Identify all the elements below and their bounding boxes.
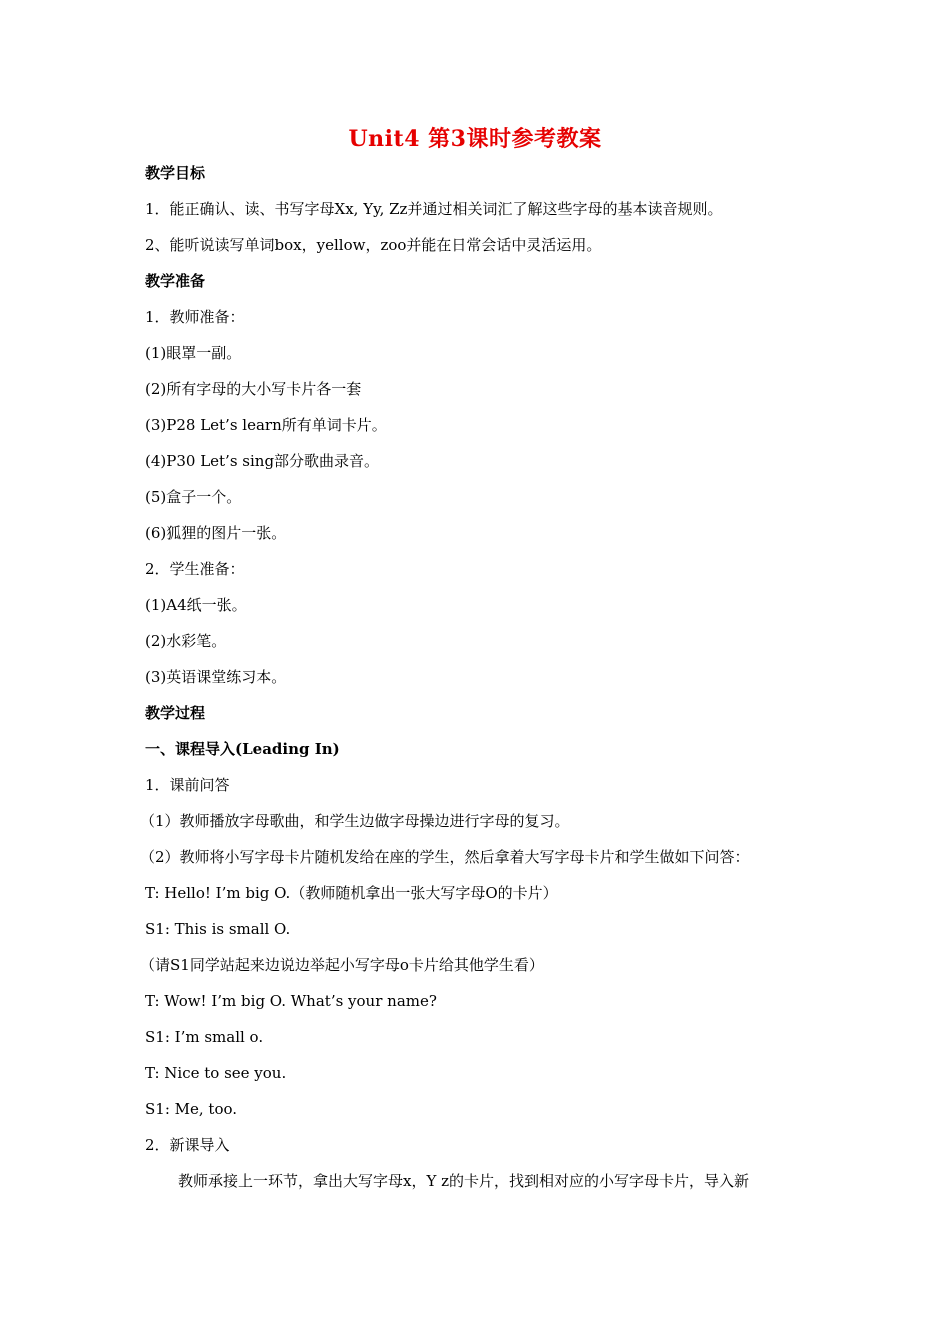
teacher-prep-item-5: (5)盒子一个。 [145,488,242,506]
dialogue-line: S1: This is small O. [145,920,291,938]
document-title: Unit4 第3课时参考教案 [348,126,602,152]
objective-1: 1．能正确认、读、书写字母Xx, Yy, Zz并通过相关词汇了解这些字母的基本读音规则。 [145,200,723,218]
student-prep-item-1: (1)A4纸一张。 [145,596,247,614]
dialogue-line: T: Hello! I’m big O.（教师随机拿出一张大写字母O的卡片） [145,884,558,902]
teacher-prep-item-6: (6)狐狸的图片一张。 [145,524,287,542]
heading-process: 教学过程 [145,704,206,722]
teacher-prep-item-4: (4)P30 Let’s sing部分歌曲录音。 [145,452,380,470]
step-1-item-1: （1）教师播放字母歌曲，和学生边做字母操边进行字母的复习。 [140,812,570,830]
heading-objectives: 教学目标 [145,164,206,182]
teacher-prep-label: 1．教师准备： [145,308,245,326]
dialogue-note: （请S1同学站起来边说边举起小写字母o卡片给其他学生看） [140,956,544,974]
step-1-label: 1．课前问答 [145,776,230,794]
dialogue-line: S1: I’m small o. [145,1028,264,1046]
dialogue-line: T: Wow! I’m big O. What’s your name? [145,992,437,1010]
objective-2: 2、能听说读写单词box，yellow，zoo并能在日常会话中灵活运用。 [145,236,602,254]
student-prep-item-2: (2)水彩笔。 [145,632,227,650]
student-prep-item-3: (3)英语课堂练习本。 [145,668,287,686]
dialogue-line: S1: Me, too. [145,1100,238,1118]
heading-preparation: 教学准备 [145,272,206,290]
teacher-prep-item-3: (3)P28 Let’s learn所有单词卡片。 [145,416,387,434]
student-prep-label: 2．学生准备： [145,560,245,578]
teacher-prep-item-1: (1)眼罩一副。 [145,344,242,362]
teacher-prep-item-2: (2)所有字母的大小写卡片各一套 [145,380,362,398]
section-leading-in: 一、课程导入(Leading In) [145,740,340,758]
step-1-item-2: （2）教师将小写字母卡片随机发给在座的学生，然后拿着大写字母卡片和学生做如下问答： [140,848,750,866]
step-2-label: 2．新课导入 [145,1136,230,1154]
step-2-paragraph: 教师承接上一环节，拿出大写字母x，Y z的卡片，找到相对应的小写字母卡片，导入新 [178,1172,750,1190]
dialogue-line: T: Nice to see you. [145,1064,287,1082]
